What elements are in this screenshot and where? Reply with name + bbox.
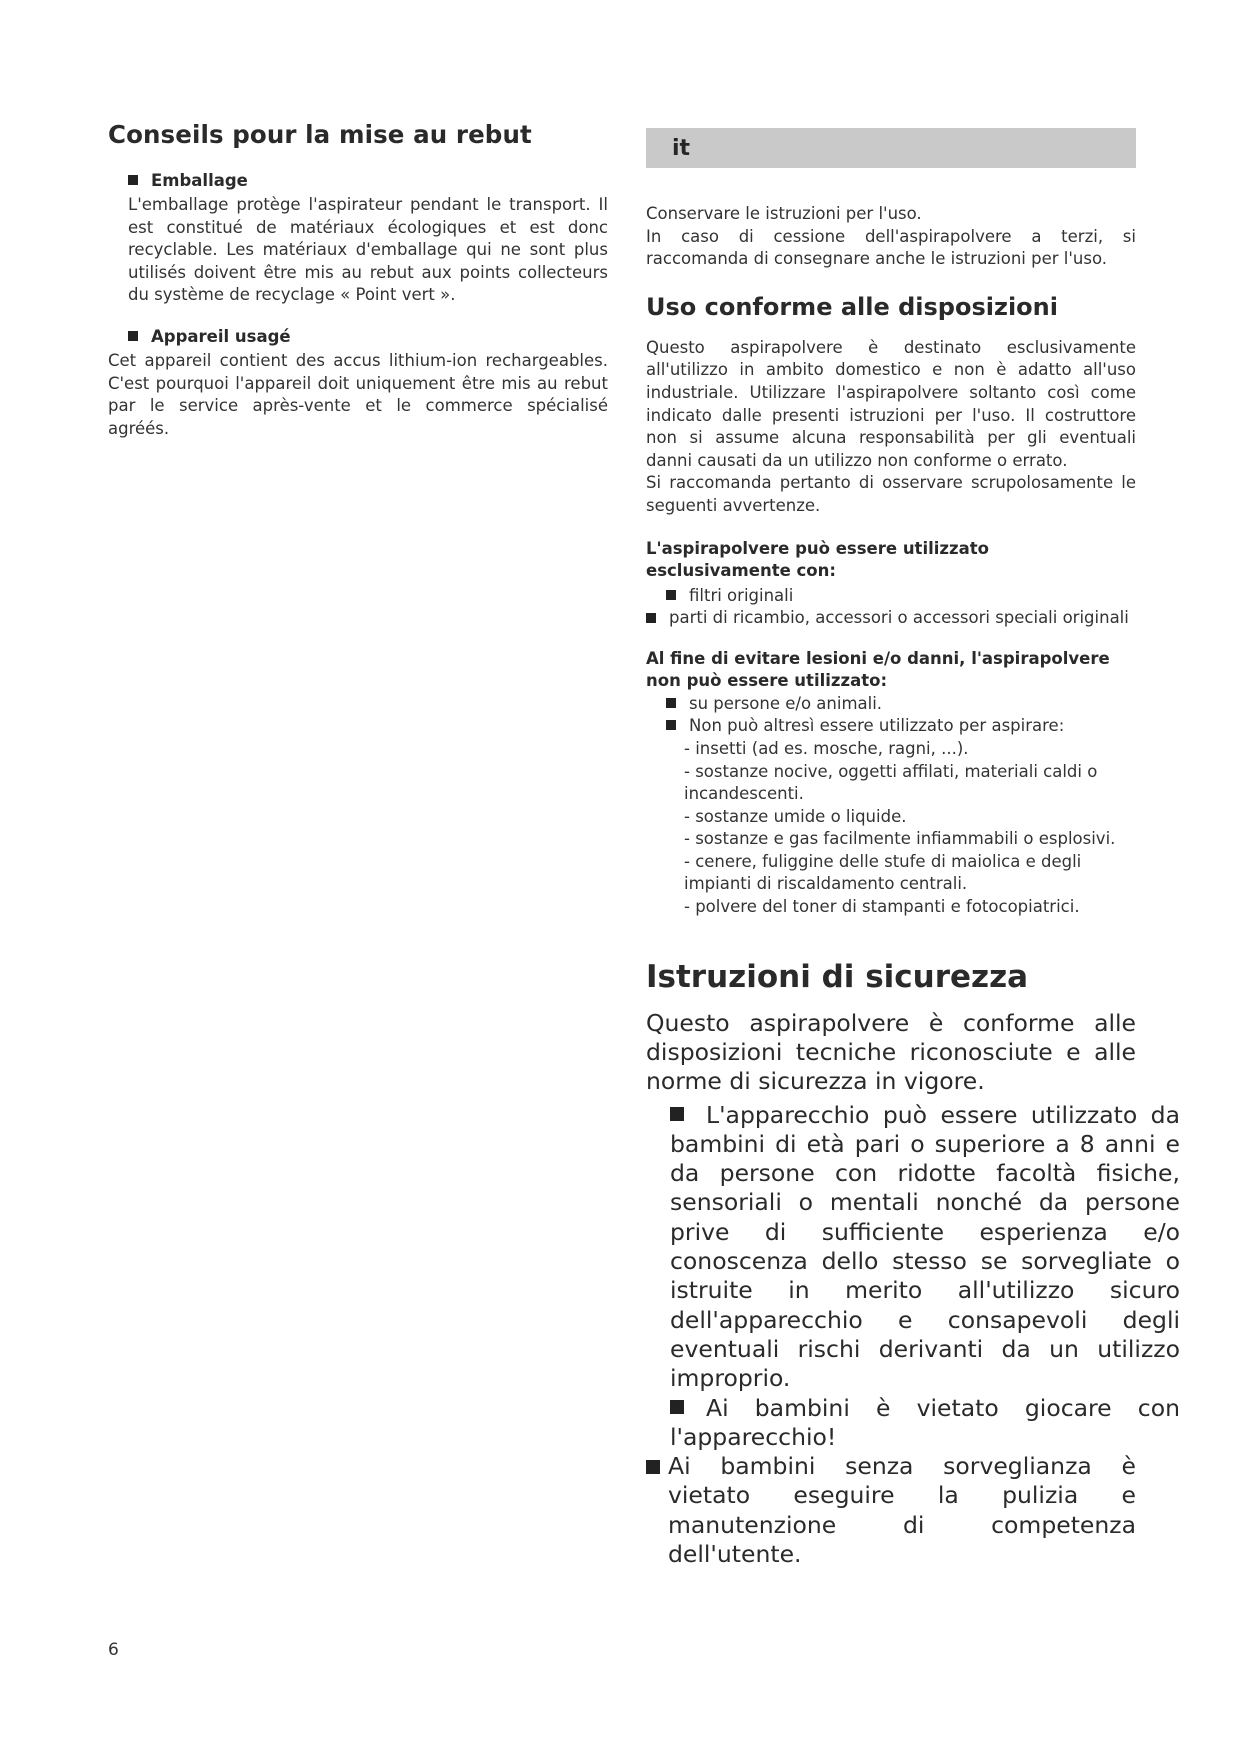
sub-list-item: - polvere del toner di stampanti e fotocopiatrici.	[684, 897, 1080, 917]
sub-list-item: - insetti (ad es. mosche, ragni, ...).	[684, 738, 969, 758]
list-item-text: su persone e/o animali.	[689, 693, 883, 713]
appareil-heading-row	[128, 327, 608, 346]
list-item	[666, 693, 1136, 716]
bullet-square-icon	[646, 613, 656, 623]
list-item	[670, 1101, 1180, 1394]
intro-block	[646, 203, 1136, 271]
left-column	[108, 120, 608, 440]
safety-list	[646, 1100, 1180, 1570]
only-with-heading: L'aspirapolvere può essere utilizzato esclusivamente con:	[646, 538, 989, 581]
avoid-list	[646, 693, 1136, 919]
page-number: 6	[108, 1640, 119, 1660]
uso-title: Uso conforme alle disposizioni	[646, 292, 1058, 321]
right-column	[646, 128, 1180, 1569]
list-item	[666, 585, 1136, 608]
sub-list-item: - sostanze nocive, oggetti affilati, materiali caldi o incandescenti.	[684, 761, 1098, 804]
bullet-square-icon	[666, 720, 676, 730]
list-item-text: Non può altresì essere utilizzato per aspirare:	[689, 716, 1065, 736]
emballage-section	[128, 171, 608, 307]
only-with-list	[646, 585, 1136, 630]
emballage-text: L'emballage protège l'aspirateur pendant le transport. Il est constitué de matériaux écologiques et est donc recyclable. Les matériaux d'emballage qui ne sont plus utilisés doivent être mis au rebut aux points collecteurs du système de recyclage « Point vert ».	[128, 195, 608, 305]
avoid-subitems	[684, 738, 1124, 919]
list-item	[646, 1452, 1136, 1569]
bullet-square-icon	[666, 698, 676, 708]
safety-intro: Questo aspirapolvere è conforme alle disposizioni tecniche riconosciute e alle norme di sicurezza in vigore.	[646, 1008, 1136, 1096]
list-item	[670, 1394, 1180, 1453]
emballage-heading-row	[128, 171, 608, 190]
bullet-square-icon	[646, 1460, 660, 1474]
uso-text-2: Si raccomanda pertanto di osservare scrupolosamente le seguenti avvertenze.	[646, 473, 1136, 515]
uso-text: Questo aspirapolvere è destinato esclusivamente all'utilizzo in ambito domestico e non è adatto all'uso industriale. Utilizzare l'aspirapolvere soltanto così come indicato dalle presenti istruzioni per l'uso. Il costruttore non si assume alcuna responsabilità per gli eventuali danni causati da un utilizzo non conforme o errato.	[646, 337, 1136, 470]
sub-list-item: - cenere, fuliggine delle stufe di maiolica e degli impianti di riscaldamento centrali.	[684, 851, 1082, 894]
bullet-square-icon	[128, 331, 138, 341]
intro-line-1: Conservare le istruzioni per l'uso.	[646, 204, 922, 223]
intro-line-2: In caso di cessione dell'aspirapolvere a terzi, si raccomanda di consegnare anche le istruzioni per l'uso.	[646, 226, 1136, 269]
language-bar	[646, 128, 1136, 168]
appareil-section	[108, 327, 608, 440]
list-item	[646, 607, 1136, 630]
avoid-heading: Al fine di evitare lesioni e/o danni, l'aspirapolvere non può essere utilizzato:	[646, 648, 1110, 691]
sub-list-item: - sostanze umide o liquide.	[684, 806, 907, 826]
bullet-square-icon	[666, 590, 676, 600]
bullet-square-icon	[670, 1400, 684, 1414]
list-item-text: Ai bambini è vietato giocare con l'apparecchio!	[670, 1393, 1180, 1451]
appareil-text: Cet appareil contient des accus lithium-ion rechargeables. C'est pourquoi l'appareil doit uniquement être mis au rebut par le service après-vente et le commerce spécialisé agréés.	[108, 350, 608, 438]
list-item-text: L'apparecchio può essere utilizzato da bambini di età pari o superiore a 8 anni e da persone con ridotte facoltà fisiche, sensoriali o mentali nonché da persone prive di sufficiente esperienza e/o conoscenza dello stesso se sorvegliate o istruite in merito all'utilizzo sicuro dell'apparecchio e consapevoli degli eventuali rischi derivanti da un utilizzo improprio.	[670, 1100, 1180, 1393]
sub-list-item: - sostanze e gas facilmente infiammabili o esplosivi.	[684, 829, 1116, 849]
safety-title: Istruzioni di sicurezza	[646, 958, 1029, 995]
emballage-heading: Emballage	[151, 171, 248, 190]
disposal-title: Conseils pour la mise au rebut	[108, 120, 532, 149]
bullet-square-icon	[128, 175, 138, 185]
list-item-text: parti di ricambio, accessori o accessori speciali originali	[669, 608, 1129, 628]
language-code: it	[672, 136, 691, 161]
list-item-text: filtri originali	[689, 585, 794, 605]
appareil-heading: Appareil usagé	[151, 326, 291, 346]
bullet-square-icon	[670, 1107, 684, 1121]
list-item	[666, 715, 1136, 738]
list-item-text: Ai bambini senza sorveglianza è vietato eseguire la pulizia e manutenzione di competenza dell'utente.	[668, 1452, 1136, 1568]
uso-block	[646, 337, 1136, 518]
